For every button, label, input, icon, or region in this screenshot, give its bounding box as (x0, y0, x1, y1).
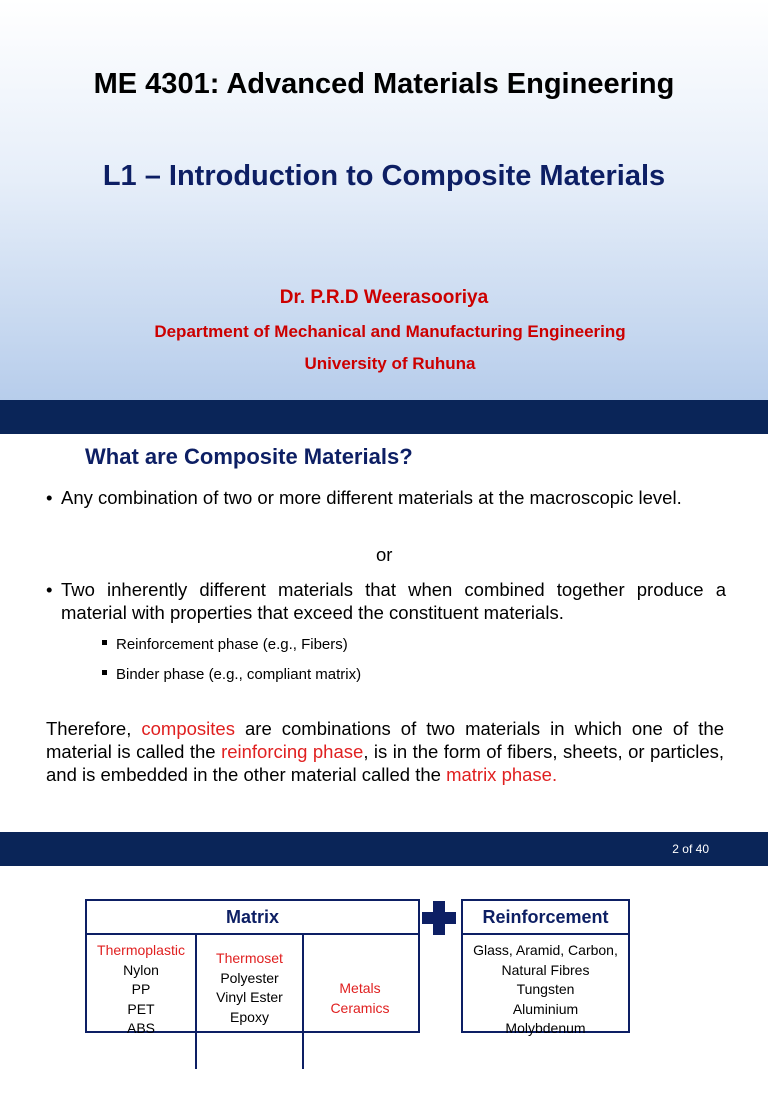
list-item: Natural Fibres (501, 961, 590, 978)
thermoplastic-column (87, 935, 195, 1061)
slide-footer-bar (0, 832, 768, 866)
list-item: Glass, Aramid, Carbon, (473, 942, 618, 958)
thermoset-column (195, 935, 304, 1069)
list-item: Molybdenum (505, 1020, 586, 1036)
matrix-header: Matrix (87, 901, 418, 935)
matrix-table (85, 899, 420, 1036)
ceramics-label: Ceramics (330, 999, 390, 1016)
list-item: Tungsten (516, 981, 575, 997)
list-item: PP (131, 981, 151, 997)
or-separator: or (376, 544, 393, 565)
highlight-matrix-phase: matrix phase. (446, 764, 558, 785)
bullet-item (46, 578, 726, 624)
sub-bullet-item (102, 636, 348, 653)
list-item: Vinyl Ester (216, 989, 283, 1005)
thermoplastic-label: Thermoplastic (97, 942, 185, 958)
sub-bullet-text: Binder phase (e.g., compliant matrix) (116, 666, 362, 683)
slide-heading: What are Composite Materials? (85, 444, 413, 469)
bullet-item (46, 486, 726, 509)
reinforcement-header: Reinforcement (463, 901, 628, 935)
course-title: ME 4301: Advanced Materials Engineering (93, 68, 675, 100)
definition-slide (0, 434, 768, 832)
lecture-title: L1 – Introduction to Composite Materials (102, 160, 666, 192)
thermoset-label: Thermoset (216, 950, 283, 966)
bullet-dot-icon: • (46, 487, 53, 508)
square-bullet-icon (102, 670, 107, 675)
list-item: Aluminium (512, 1000, 579, 1017)
list-item: Polyester (220, 969, 279, 986)
list-item: ABS (126, 1020, 155, 1036)
list-item: PET (127, 1000, 155, 1017)
square-bullet-icon (102, 640, 107, 645)
plus-icon (422, 901, 456, 935)
list-item: Nylon (123, 961, 159, 978)
bullet-text: Any combination of two or more different materials at the macroscopic level. (61, 487, 682, 508)
metals-ceramics-column (302, 935, 418, 1099)
university-name: University of Ruhuna (304, 354, 476, 373)
author-name: Dr. P.R.D Weerasooriya (279, 287, 489, 308)
page-number: 2 of 40 (672, 842, 709, 856)
slide-divider-bar (0, 400, 768, 434)
reinforcement-table (461, 899, 630, 1036)
metals-label: Metals (339, 980, 381, 996)
classification-slide (0, 866, 768, 1036)
title-slide (0, 0, 768, 400)
highlight-composites: composites (141, 718, 235, 739)
highlight-reinforcing-phase: reinforcing phase (221, 741, 364, 762)
sub-bullet-item (102, 666, 361, 683)
para-text: , is in the form of fibers, sheets, or particles, and is embedded in the other material called the (46, 741, 725, 785)
reinforcement-list (463, 935, 628, 1039)
department-name: Department of Mechanical and Manufacturing Engineering (154, 322, 626, 341)
para-text: Therefore, (46, 718, 142, 739)
sub-bullet-text: Reinforcement phase (e.g., Fibers) (116, 636, 348, 653)
conclusion-paragraph (46, 717, 724, 786)
para-text: are combinations of two materials in which one of the material is called the (46, 718, 724, 762)
list-item: Epoxy (230, 1008, 269, 1025)
bullet-dot-icon: • (46, 579, 53, 600)
bullet-text: Two inherently different materials that when combined together produce a material with properties that exceed the constituent materials. (61, 579, 726, 623)
